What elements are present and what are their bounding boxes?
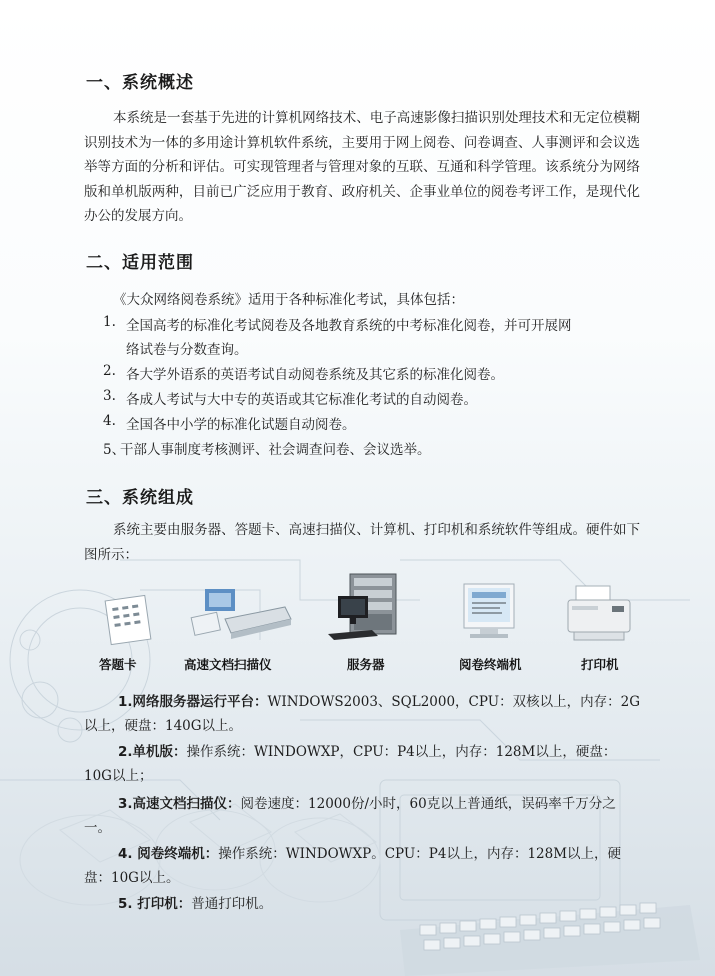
spec-label: 5. 打印机： [118, 896, 192, 912]
spec-text: 阅卷速度：12000份/小时，60克以上普通纸，误码率千万分之一。 [84, 796, 616, 836]
scanner-icon [185, 585, 295, 645]
hardware-label: 答题卡 [99, 657, 137, 672]
hardware-label: 阅卷终端机 [459, 657, 522, 672]
list-item: 各成人考试与大中专的英语或其它标准化考试的自动阅卷。 [126, 392, 477, 408]
spec-text: 普通打印机。 [191, 896, 273, 912]
spec-label: 3.高速文档扫描仪： [118, 796, 241, 812]
answer-card-icon [100, 590, 160, 648]
printer-icon [562, 584, 637, 646]
list-item: 全国高考的标准化考试阅卷及各地教育系统的中考标准化阅卷，并可开展网 [126, 318, 572, 334]
list-item-number: 2. [103, 363, 116, 379]
spec-item [84, 892, 640, 916]
hardware-label: 高速文档扫描仪 [184, 657, 272, 672]
spec-item [84, 792, 640, 840]
server-icon [320, 572, 415, 650]
spec-item [84, 740, 640, 788]
list-item-number: 1. [103, 314, 116, 330]
list-item-number: 3. [103, 388, 116, 404]
spec-text: WINDOWS2003、SQL2000，CPU：双核以上，内存：2G以上，硬盘：140G以上。 [84, 694, 640, 734]
list-item-number: 5、 [103, 442, 126, 458]
spec-text: 操作系统：WINDOWXP，CPU：P4以上，内存：128M以上，硬盘：10G以上； [84, 744, 617, 784]
spec-label: 2.单机版： [118, 744, 187, 760]
list-item-number: 4. [103, 413, 116, 429]
section2-intro: 《大众网络阅卷系统》适用于各种标准化考试，具体包括： [113, 292, 464, 308]
section2-title: 二、适用范围 [86, 253, 194, 273]
section1-body: 本系统是一套基于先进的计算机网络技术、电子高速影像扫描识别处理技术和无定位模糊识别技术为一体的多用途计算机软件系统，主要用于网上阅卷、问卷调查、人事测评和会议选举等方面的分析和评估。可实现管理者与管理对象的互联、互通和科学管理。该系统分为网络版和单机版两种，目前已广泛应用于教育、政府机关、企事业单位的阅卷考评工作，是现代化办公的发展方向。 [84, 110, 640, 224]
hardware-label: 服务器 [347, 657, 385, 672]
spec-item [84, 842, 640, 890]
spec-text: 操作系统：WINDOWXP。CPU：P4以上，内存：128M以上，硬盘：10G以上。 [84, 846, 622, 886]
list-item: 各大学外语系的英语考试自动阅卷系统及其它系的标准化阅卷。 [126, 367, 504, 383]
list-item-continuation: 络试卷与分数查询。 [126, 342, 248, 358]
section1-title: 一、系统概述 [86, 73, 194, 93]
list-item: 干部人事制度考核测评、社会调查问卷、会议选举。 [120, 442, 431, 458]
terminal-icon [458, 582, 520, 648]
spec-item [84, 690, 640, 738]
spec-label: 1.网络服务器运行平台： [118, 694, 268, 710]
section3-title: 三、系统组成 [86, 488, 194, 508]
hardware-label: 打印机 [581, 657, 619, 672]
spec-label: 4. 阅卷终端机： [118, 846, 219, 862]
section3-body: 系统主要由服务器、答题卡、高速扫描仪、计算机、打印机和系统软件等组成。硬件如下图所示： [84, 522, 640, 563]
list-item: 全国各中小学的标准化试题自动阅卷。 [126, 417, 356, 433]
